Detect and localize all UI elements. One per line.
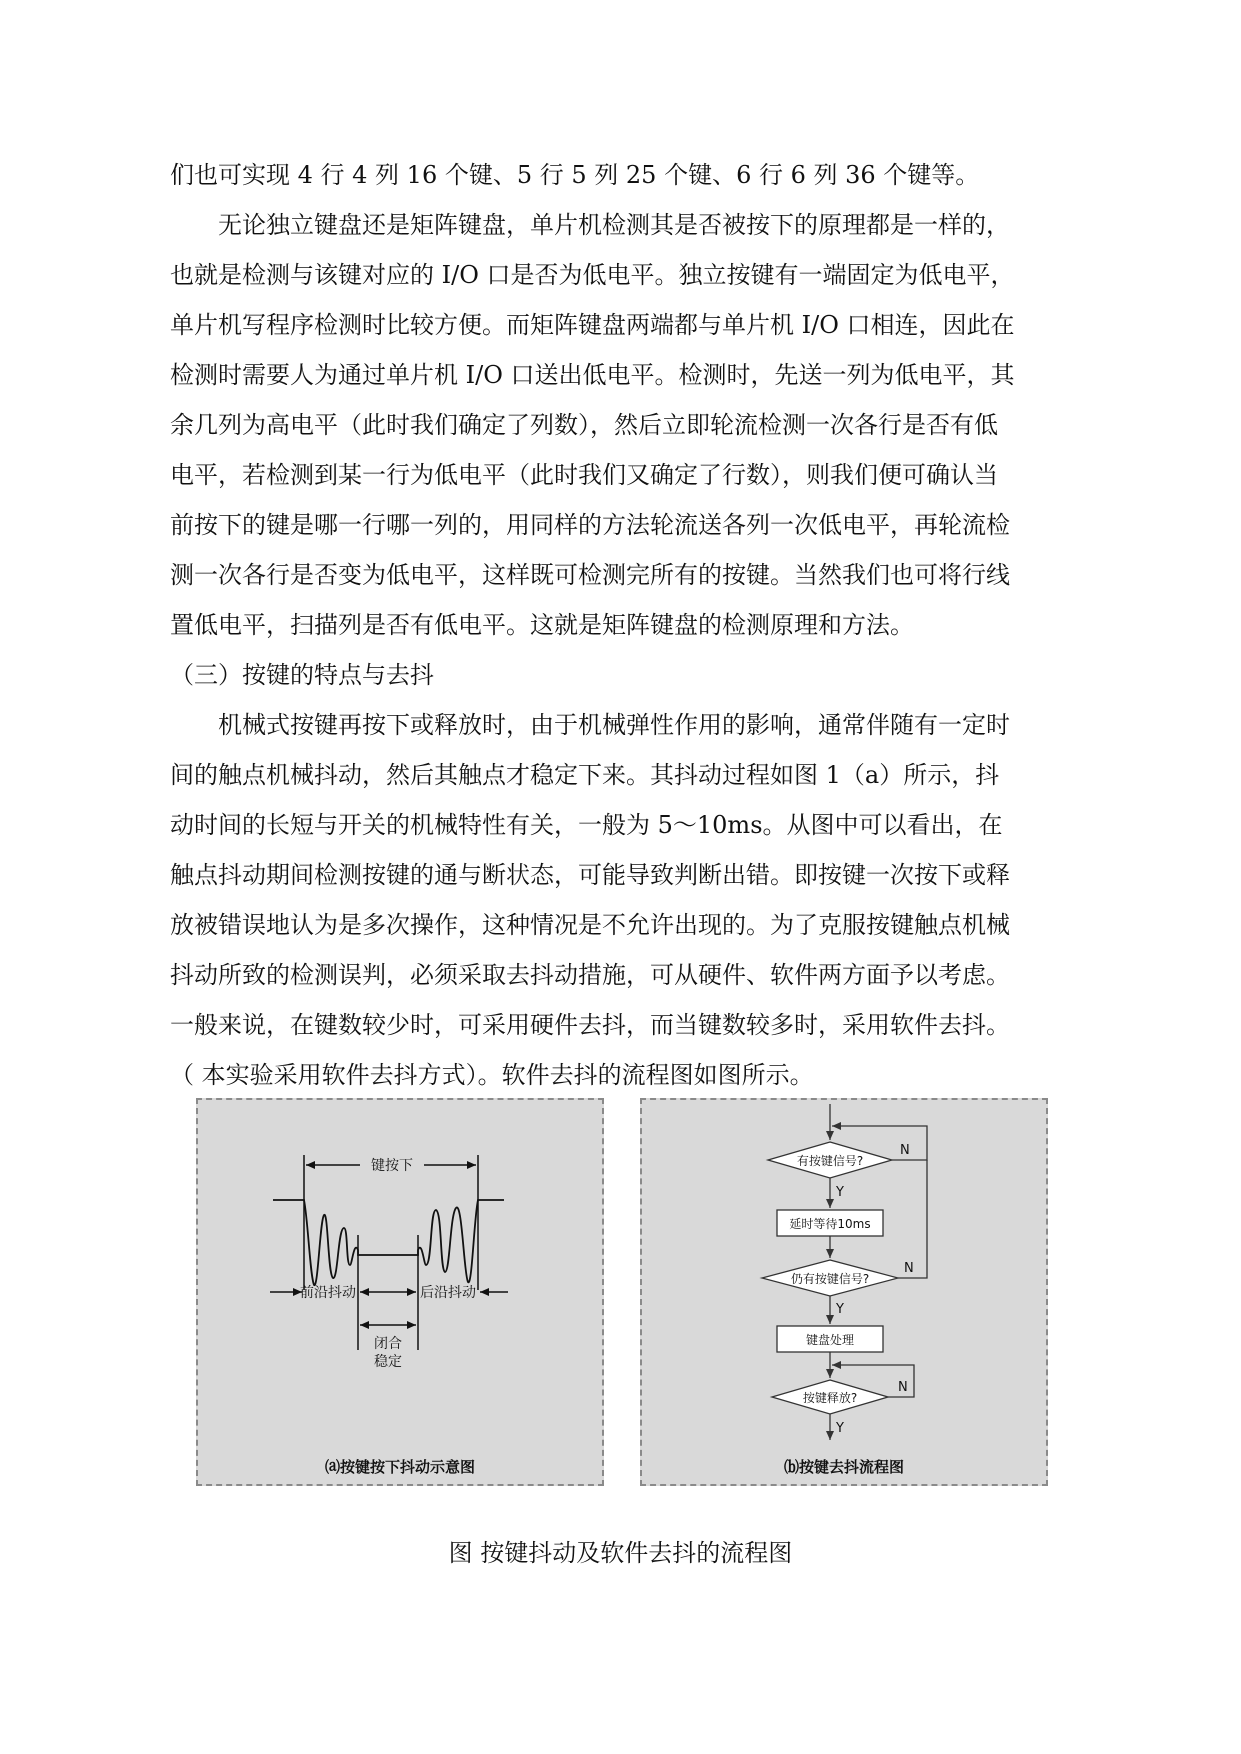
text-line-3: 也就是检测与该键对应的 I/O 口是否为低电平。独立按键有一端固定为低电平， <box>170 261 1015 289</box>
text-line-9: 测一次各行是否变为低电平，这样既可检测完所有的按键。当然我们也可将行线 <box>170 561 1010 589</box>
text-line-10: 置低电平，扫描列是否有低电平。这就是矩阵键盘的检测原理和方法。 <box>170 611 914 639</box>
text-line-16: 放被错误地认为是多次操作，这种情况是不允许出现的。为了克服按键触点机械 <box>170 911 1010 939</box>
decision-key-signal-label: 有按键信号? <box>796 1154 864 1168</box>
text-line-6: 余几列为高电平（此时我们确定了列数），然后立即轮流检测一次各行是否有低 <box>170 411 998 439</box>
figure-a-caption: ⒜按键按下抖动示意图 <box>324 1458 476 1476</box>
text-line-1: 们也可实现 4 行 4 列 16 个键、5 行 5 列 25 个键、6 行 6 列 36 个键等。 <box>170 161 980 189</box>
text-line-13: 间的触点机械抖动，然后其触点才稳定下来。其抖动过程如图 1（a）所示，抖 <box>170 761 1000 789</box>
process-delay-label: 延时等待10ms <box>789 1217 871 1231</box>
text-line-8: 前按下的键是哪一行哪一列的，用同样的方法轮流送各列一次低电平，再轮流检 <box>170 511 1010 539</box>
figure-a-panel <box>196 1098 604 1486</box>
figure-caption: 图 按键抖动及软件去抖的流程图 <box>448 1539 793 1567</box>
text-line-14: 动时间的长短与开关的机械特性有关，一般为 5～10ms。从图中可以看出，在 <box>170 811 1003 839</box>
process-keyboard-label: 键盘处理 <box>805 1333 855 1347</box>
text-line-5: 检测时需要人为通过单片机 I/O 口送出低电平。检测时，先送一列为低电平，其 <box>170 361 1015 389</box>
bounce-waveform-diagram <box>198 1100 602 1484</box>
text-line-4: 单片机写程序检测时比较方便。而矩阵键盘两端都与单片机 I/O 口相连，因此在 <box>170 311 1015 339</box>
label-trailing-bounce: 后沿抖动 <box>420 1285 476 1301</box>
d3-yes-label: Y <box>836 1421 844 1436</box>
text-line-2: 无论独立键盘还是矩阵键盘，单片机检测其是否被按下的原理都是一样的， <box>218 211 1010 239</box>
text-line-17: 抖动所致的检测误判，必须采取去抖动措施，可从硬件、软件两方面予以考虑。 <box>170 961 1010 989</box>
d2-yes-label: Y <box>836 1302 844 1317</box>
label-leading-bounce: 前沿抖动 <box>300 1285 356 1301</box>
decision-still-signal-label: 仍有按键信号? <box>790 1272 870 1286</box>
label-key-pressed: 键按下 <box>371 1158 413 1174</box>
section-heading: （三）按键的特点与去抖 <box>170 661 434 689</box>
d3-no-label: N <box>898 1380 908 1395</box>
text-line-15: 触点抖动期间检测按键的通与断状态，可能导致判断出错。即按键一次按下或释 <box>170 861 1010 889</box>
d1-no-label: N <box>900 1143 910 1158</box>
text-line-7: 电平，若检测到某一行为低电平（此时我们又确定了行数），则我们便可确认当 <box>170 461 998 489</box>
text-line-12: 机械式按键再按下或释放时，由于机械弹性作用的影响，通常伴随有一定时 <box>218 711 1010 739</box>
text-line-19: （ 本实验采用软件去抖方式）。软件去抖的流程图如图所示。 <box>170 1061 814 1089</box>
figure-b-caption: ⒝按键去抖流程图 <box>783 1458 905 1476</box>
text-line-18: 一般来说，在键数较少时，可采用硬件去抖，而当键数较多时，采用软件去抖。 <box>170 1011 1010 1039</box>
bounce-waveform <box>273 1200 504 1285</box>
decision-key-released-label: 按键释放? <box>802 1391 858 1405</box>
figure-b-panel <box>640 1098 1048 1486</box>
label-stable: 稳定 <box>374 1354 402 1370</box>
d2-no-label: N <box>904 1261 914 1276</box>
debounce-flowchart <box>642 1100 1046 1484</box>
d1-yes-label: Y <box>836 1185 844 1200</box>
label-closed: 闭合 <box>374 1336 402 1352</box>
